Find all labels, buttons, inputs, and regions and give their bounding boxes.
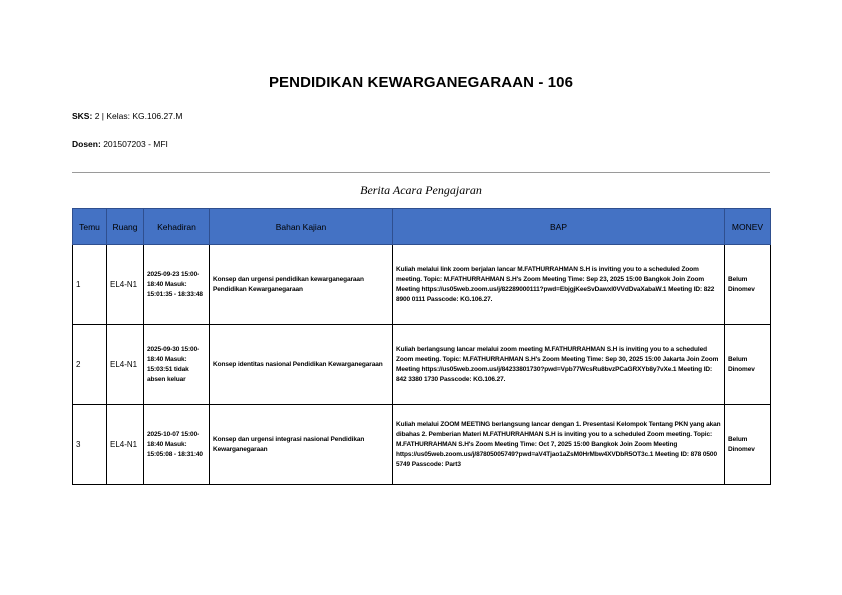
cell-kehadiran: 2025-09-23 15:00-18:40 Masuk: 15:01:35 - 18:33:48 (144, 245, 210, 325)
cell-bap: Kuliah melalui ZOOM MEETING berlangsung lancar dengan 1. Presentasi Kelompok Tentang PKN yang akan dibahas 2. Pemberian Materi M.FATHURRAHMAN S.H is inviting you to a scheduled Zoom meeting. Topic: M.FATHURRAHMAN S.H's Zoom Meeting Time: Oct 7, 2025 15:00 Bangkok Join Zoom Meeting https://us05web.zoom.us/j/87805005749?pwd=aV4Tjao1aZsM0HrMbw4XVDbR5OT3c.1 Meeting ID: 878 0500 5749 Passcode: Part3 (393, 405, 725, 485)
cell-temu: 2 (73, 325, 107, 405)
cell-bap: Kuliah melalui link zoom berjalan lancar M.FATHURRAHMAN S.H is inviting you to a scheduled Zoom meeting. Topic: M.FATHURRAHMAN S.H's Zoom Meeting Time: Sep 23, 2025 15:00 Bangkok Join Zoom Meeting https://us05web.zoom.us/j/82289000111?pwd=EbjgjKeeSvDawxl0VVdDvaXabaW.1 Meeting ID: 822 8900 0111 Passcode: KG.106.27. (393, 245, 725, 325)
dosen-label: Dosen: (72, 139, 101, 149)
sks-label: SKS: (72, 111, 93, 121)
divider (72, 172, 770, 173)
table-row (73, 325, 771, 405)
table-row (73, 405, 771, 485)
cell-temu: 3 (73, 405, 107, 485)
cell-ruang: EL4-N1 (107, 325, 144, 405)
cell-monev: Belum Dinomev (725, 245, 771, 325)
lecturer-info (72, 139, 168, 149)
dosen-value: 201507203 - MFI (103, 139, 168, 149)
column-header-ruang: Ruang (107, 209, 144, 245)
cell-ruang: EL4-N1 (107, 245, 144, 325)
column-header-monev: MONEV (725, 209, 771, 245)
cell-monev: Belum Dinomev (725, 405, 771, 485)
cell-bahan-kajian: Konsep identitas nasional Pendidikan Kewarganegaraan (210, 325, 393, 405)
class-info (72, 111, 182, 121)
cell-kehadiran: 2025-10-07 15:00-18:40 Masuk: 15:05:08 - 18:31:40 (144, 405, 210, 485)
column-header-kehadiran: Kehadiran (144, 209, 210, 245)
cell-bahan-kajian: Konsep dan urgensi integrasi nasional Pendidikan Kewarganegaraan (210, 405, 393, 485)
table-header-row (73, 209, 771, 245)
cell-bap: Kuliah berlangsung lancar melalui zoom meeting M.FATHURRAHMAN S.H is inviting you to a scheduled Zoom meeting. Topic: M.FATHURRAHMAN S.H's Zoom Meeting Time: Sep 30, 2025 15:00 Jakarta Join Zoom Meeting https://us05web.zoom.us/j/84233801730?pwd=Vpb77WcsRu8bvzPCaGRXYb8y7vXe.1 Meeting ID: 842 3380 1730 Passcode: KG.106.27. (393, 325, 725, 405)
cell-monev: Belum Dinomev (725, 325, 771, 405)
sks-value: 2 | Kelas: KG.106.27.M (94, 111, 183, 121)
column-header-bap: BAP (393, 209, 725, 245)
column-header-temu: Temu (73, 209, 107, 245)
cell-ruang: EL4-N1 (107, 405, 144, 485)
page-title: PENDIDIKAN KEWARGANEGARAAN - 106 (268, 74, 574, 91)
bap-table (72, 208, 771, 485)
cell-bahan-kajian: Konsep dan urgensi pendidikan kewarganegaraan Pendidikan Kewarganegaraan (210, 245, 393, 325)
section-title: Berita Acara Pengajaran (360, 183, 482, 197)
cell-kehadiran: 2025-09-30 15:00-18:40 Masuk: 15:03:51 tidak absen keluar (144, 325, 210, 405)
table-row (73, 245, 771, 325)
column-header-bahan-kajian: Bahan Kajian (210, 209, 393, 245)
cell-temu: 1 (73, 245, 107, 325)
